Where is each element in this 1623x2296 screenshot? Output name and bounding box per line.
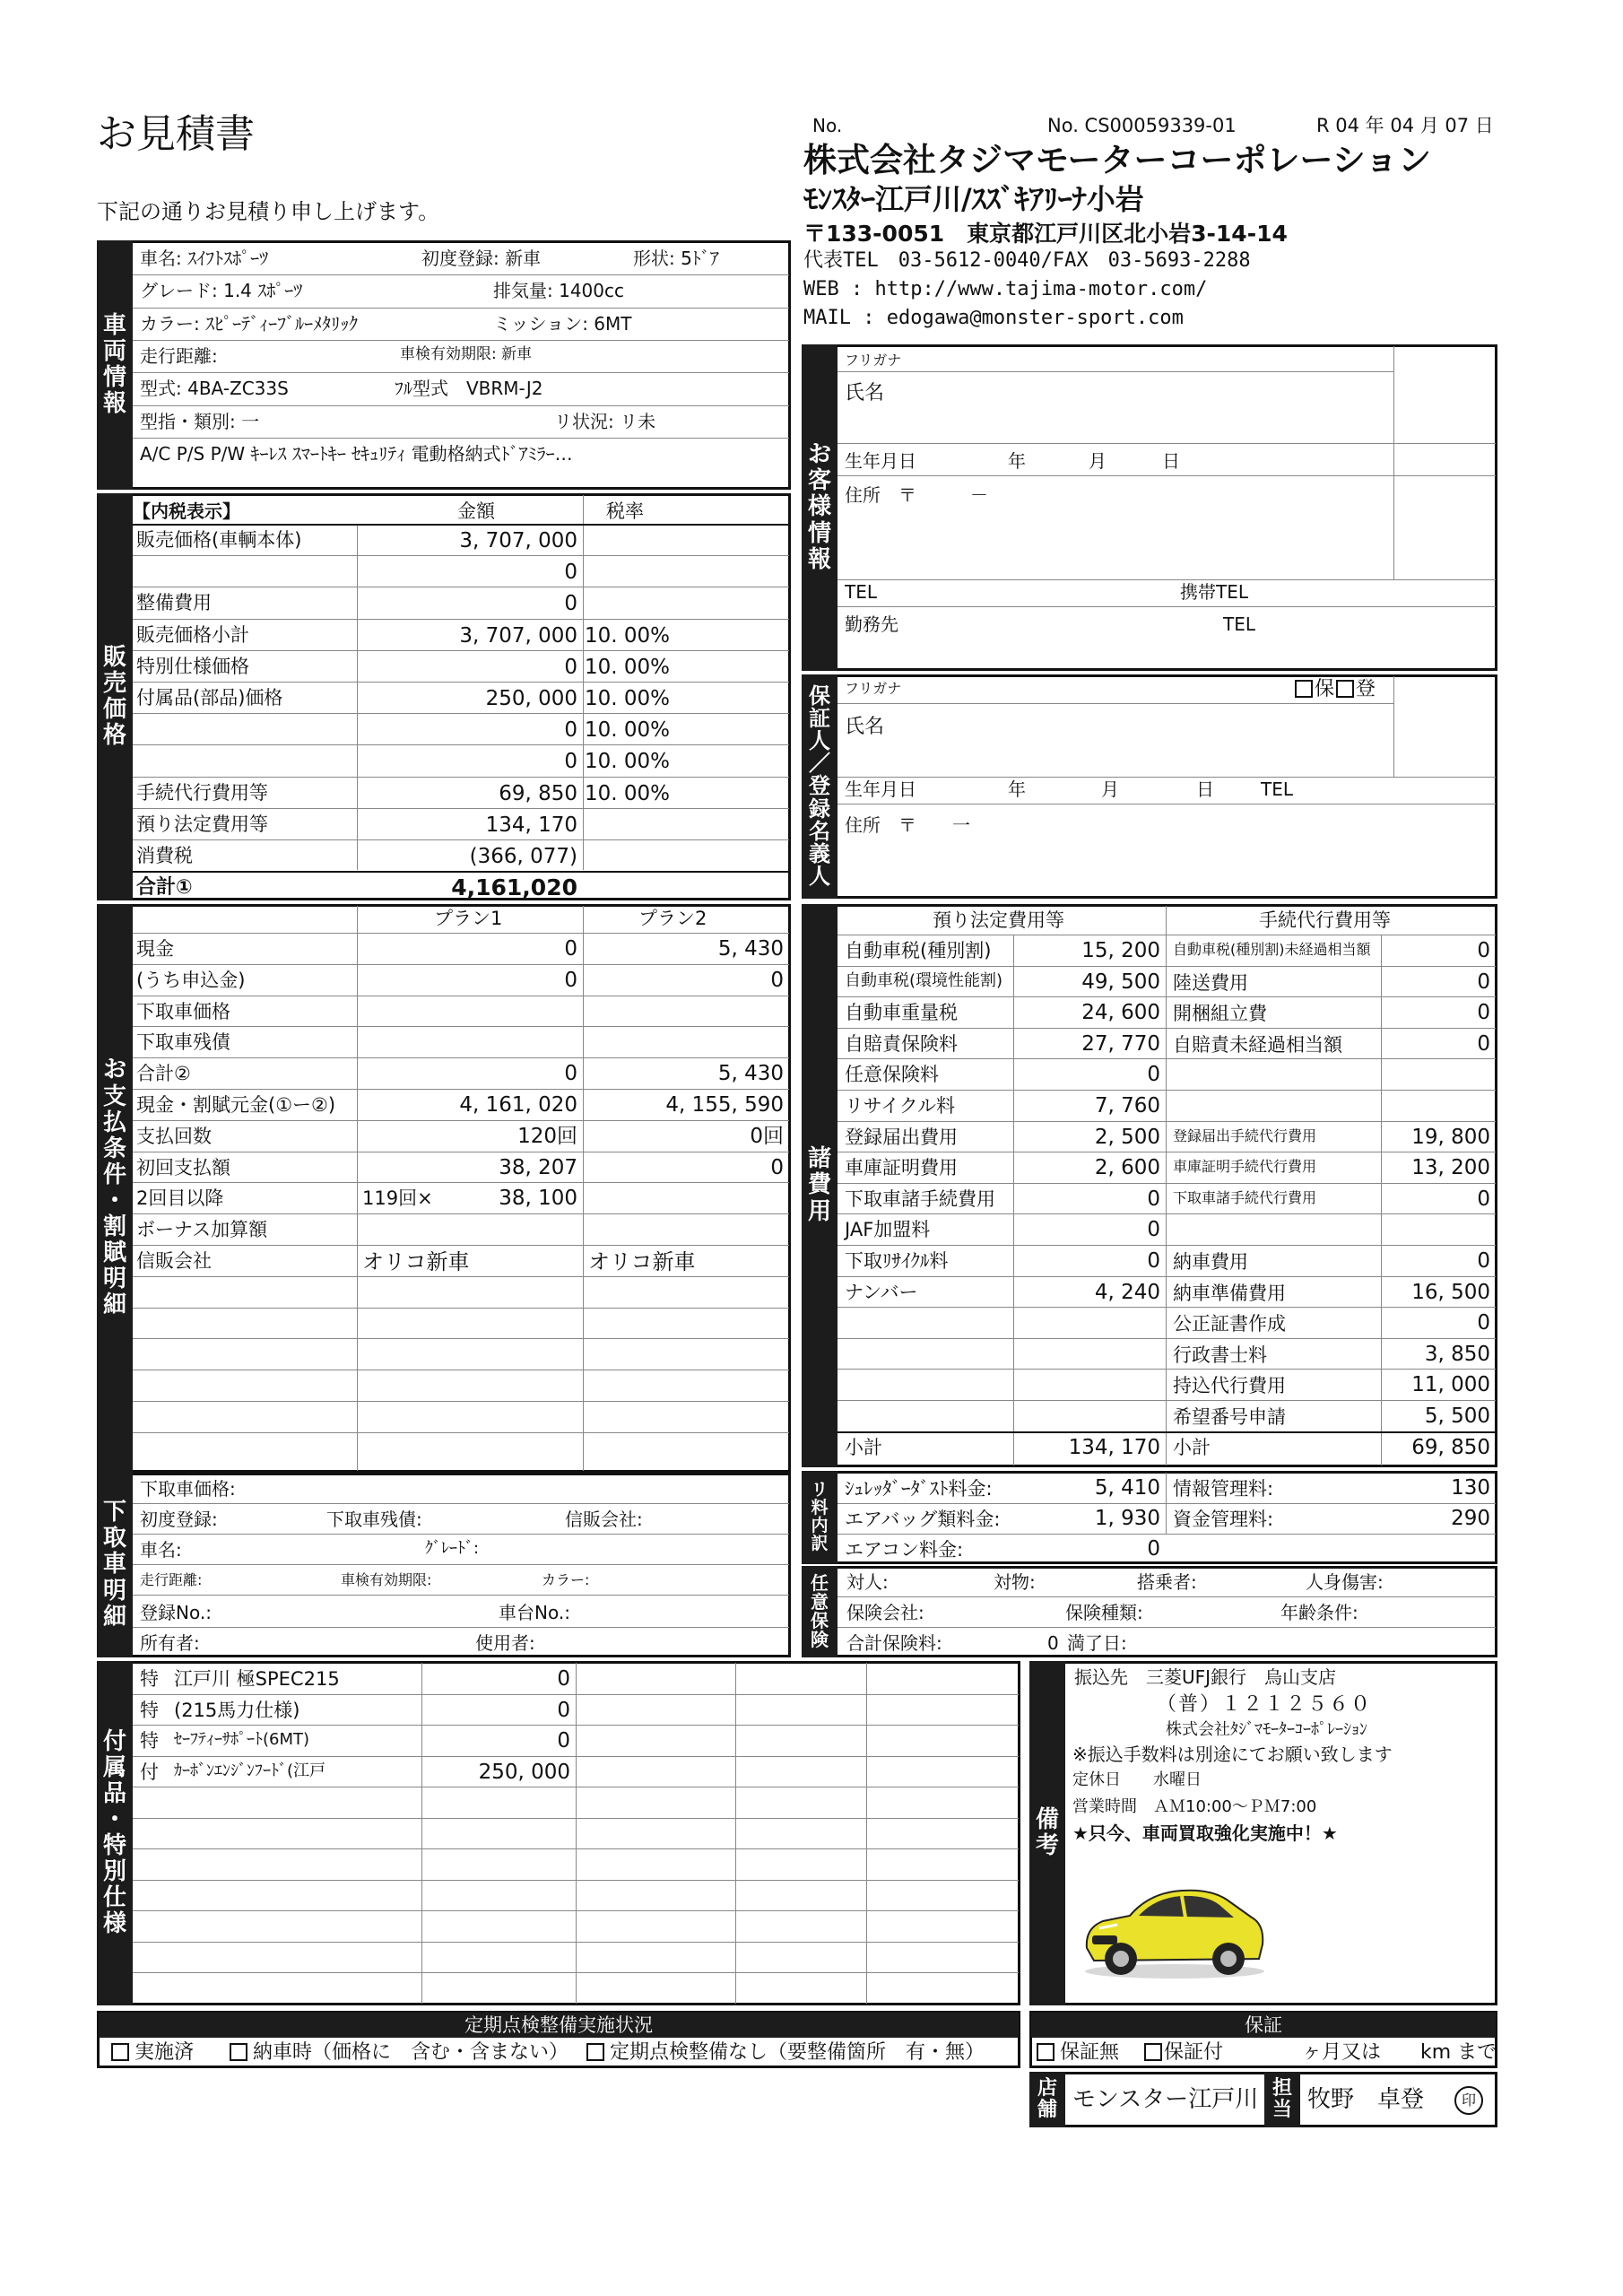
insurance-company: 保険会社: — [846, 1602, 924, 1623]
fee-left-value: 2, 600 — [1094, 1156, 1160, 1180]
guarantor-birth-label: 生年月日 — [845, 778, 916, 800]
fee-right-value: 0 — [1477, 939, 1490, 962]
payment-plan2-company: オリコ新車 — [588, 1249, 696, 1274]
guarantor-name-label: 氏名 — [845, 716, 885, 738]
fee-right-value: 19, 800 — [1411, 1125, 1490, 1149]
payment-plan2-value: 4, 155, 590 — [665, 1093, 784, 1117]
customer-address-label: 住所 〒 － — [845, 484, 988, 506]
insurance-person: 対人: — [846, 1571, 889, 1593]
payment-plan2-value: 0 — [770, 968, 784, 992]
pricing-row-amount: 0 — [564, 561, 577, 585]
remarks-account-name: 株式会社ﾀｼﾞﾏﾓｰﾀｰｺｰﾎﾟﾚｰｼｮﾝ — [1166, 1720, 1367, 1739]
accessory-price: 250, 000 — [478, 1760, 570, 1784]
accessory-type: 特 — [140, 1699, 159, 1721]
recycle-value-right: 290 — [1451, 1507, 1490, 1530]
vehicle-field: リ状況: リ未 — [554, 410, 656, 432]
pricing-row-tax: 10. 00% — [585, 687, 671, 710]
pricing-total-value: 4,161,020 — [451, 874, 577, 901]
vehicle-field: 型式: 4BA-ZC33S — [140, 378, 289, 400]
fee-right-label: 開梱組立費 — [1173, 1003, 1267, 1025]
accessory-name: 江戸川 極SPEC215 — [174, 1668, 340, 1690]
insurance-passenger: 搭乗者: — [1137, 1571, 1197, 1593]
fees-section-label: 諸 費 用 — [802, 904, 838, 1467]
tradein-chassis: 車台No.: — [499, 1602, 570, 1623]
fee-left-label: JAF加盟料 — [845, 1219, 931, 1241]
pricing-row-label: 販売価格小計 — [136, 623, 249, 646]
company-mail: MAIL : edogawa@monster-sport.com — [803, 307, 1184, 329]
fee-left-value: 4, 240 — [1094, 1280, 1160, 1304]
payment-plan2-value: 5, 430 — [717, 937, 784, 961]
fee-right-label: 陸送費用 — [1173, 971, 1248, 994]
fee-right-label: 行政書士料 — [1173, 1344, 1267, 1366]
fee-right-value: 0 — [1477, 1001, 1490, 1025]
payment-row-label: 支払回数 — [136, 1125, 212, 1147]
fee-left-value: 2, 500 — [1094, 1125, 1160, 1149]
payment-plan1-value: 4, 161, 020 — [459, 1093, 577, 1117]
fee-left-value: 24, 600 — [1081, 1001, 1160, 1025]
pricing-row-label: 特別仕様価格 — [136, 655, 249, 677]
inspection-opt2[interactable]: 納車時（価格に 含む・含まない） — [230, 2043, 568, 2063]
fee-right-label: 登録届出手続代行費用 — [1173, 1126, 1317, 1144]
fee-right-value: 13, 200 — [1411, 1156, 1490, 1180]
insurance-type: 保険種類: — [1065, 1602, 1143, 1623]
pricing-row-amount: 0 — [564, 592, 577, 616]
fee-right-value: 3, 850 — [1424, 1342, 1490, 1366]
document-date: R 04 年 04 月 07 日 — [1316, 115, 1494, 136]
fee-right-value: 0 — [1477, 1031, 1490, 1056]
payment-plan1-value: 0 — [564, 937, 577, 961]
inspection-opt1[interactable]: 実施済 — [111, 2043, 194, 2063]
store-name: モンスター江戸川 — [1072, 2086, 1259, 2113]
payment-row-label: 下取車残債 — [136, 1031, 230, 1054]
fee-left-value: 0 — [1147, 1063, 1160, 1087]
pricing-row-amount: 69, 850 — [499, 781, 577, 805]
company-web: WEB : http://www.tajima-motor.com/ — [803, 278, 1208, 300]
customer-section-label: お 客 様 情 報 — [802, 344, 838, 671]
fee-right-value: 0 — [1477, 1311, 1490, 1335]
fee-left-value: 49, 500 — [1081, 970, 1160, 994]
customer-birth-label: 生年月日 — [845, 450, 916, 472]
pricing-row-label: 付属品(部品)価格 — [136, 687, 283, 709]
vehicle-field: 型指・類別: 一 — [140, 410, 260, 432]
tradein-inspection: 車検有効期限: — [341, 1571, 432, 1588]
pricing-total-label: 合計① — [136, 876, 193, 900]
fee-left-value: 0 — [1147, 1249, 1160, 1273]
fee-left-label: 任意保険料 — [845, 1064, 939, 1086]
payment-plan2-value: 0 — [770, 1155, 784, 1179]
fees-subtotal-left: 134, 170 — [1068, 1435, 1160, 1459]
guarantor-checkboxes[interactable]: 保 登 — [1295, 680, 1376, 700]
tradein-car-name: 車名: — [140, 1539, 182, 1561]
vehicle-section-label: 車 両 情 報 — [97, 240, 133, 490]
payment-plan1-value: 120回 — [517, 1124, 577, 1148]
customer-furigana: フリガナ — [845, 352, 902, 369]
recycle-label: エアコン料金: — [845, 1539, 964, 1561]
branch-name: ﾓﾝｽﾀｰ江戸川/ｽｽﾞｷｱﾘｰﾅ小岩 — [803, 182, 1144, 216]
fees-subtotal-left-label: 小計 — [845, 1436, 882, 1458]
payment-plan2-value: 5, 430 — [717, 1062, 784, 1086]
pricing-row-amount: 0 — [564, 750, 577, 774]
tradein-grade: ｸﾞﾚｰﾄﾞ: — [425, 1539, 480, 1558]
vehicle-field: 走行距離: — [140, 344, 218, 367]
fees-subtotal-right: 69, 850 — [1411, 1435, 1490, 1459]
pricing-row-label: 預り法定費用等 — [136, 813, 268, 835]
fee-left-value: 7, 760 — [1094, 1094, 1160, 1118]
vehicle-field: ミッション: 6MT — [493, 312, 632, 335]
recycle-label-right: 資金管理料: — [1173, 1509, 1274, 1530]
fee-left-label: 下取ﾘｻｲｸﾙ料 — [845, 1250, 949, 1272]
company-tel: 代表TEL 03-5612-0040/FAX 03-5693-2288 — [803, 249, 1251, 272]
insurance-section-label: 任 意 保 険 — [802, 1566, 838, 1657]
pricing-row-tax: 10. 00% — [585, 655, 671, 679]
warranty-none[interactable]: 保証無 — [1037, 2043, 1119, 2063]
fee-left-label: 自動車重量税 — [845, 1002, 958, 1024]
tradein-mileage: 走行距離: — [140, 1571, 203, 1588]
remarks-account: （普）１２１２５６０ — [1157, 1693, 1373, 1716]
fee-right-label: 下取車諸手続代行費用 — [1173, 1188, 1317, 1206]
tradein-credit: 信販会社: — [565, 1509, 643, 1530]
payment-row-label: 信販会社 — [136, 1250, 212, 1272]
payment-row-label: 現金 — [136, 938, 174, 960]
payment-header-plan1: プラン1 — [434, 908, 503, 929]
tradein-first-reg: 初度登録: — [140, 1509, 218, 1530]
payment-row-label: 下取車価格 — [136, 1000, 230, 1022]
customer-day: 日 — [1162, 450, 1180, 472]
warranty-km: km まで — [1420, 2041, 1497, 2064]
customer-work-tel-label: TEL — [1223, 613, 1255, 635]
remarks-bank: 振込先 三菱UFJ銀行 烏山支店 — [1074, 1666, 1337, 1688]
intro-text: 下記の通りお見積り申し上げます。 — [97, 199, 440, 224]
customer-month: 月 — [1089, 450, 1107, 472]
guarantor-furigana: フリガナ — [845, 680, 902, 697]
vehicle-field: 初度登録: 新車 — [421, 248, 542, 269]
pricing-row-amount: (366, 077) — [469, 845, 577, 868]
payment-section-label: お 支 払 条 件 ・ 割 賦 明 細 — [97, 904, 133, 1473]
vehicle-field: ﾌﾙ型式 VBRM-J2 — [395, 378, 543, 400]
fee-right-label: 納車準備費用 — [1173, 1282, 1286, 1304]
recycle-label-right: 情報管理料: — [1173, 1478, 1274, 1500]
pricing-header-label: 【内税表示】 — [133, 500, 240, 522]
fees-subtotal-right-label: 小計 — [1173, 1436, 1211, 1458]
pricing-row-label: 整備費用 — [136, 592, 212, 614]
pricing-row-tax: 10. 00% — [585, 750, 671, 774]
fee-right-label: 希望番号申請 — [1173, 1406, 1286, 1428]
tradein-price-label: 下取車価格: — [140, 1478, 236, 1500]
fee-right-label: 車庫証明手続代行費用 — [1173, 1158, 1317, 1176]
pricing-row-tax: 10. 00% — [585, 781, 671, 805]
pricing-row-amount: 0 — [564, 655, 577, 679]
accessory-type: 特 — [140, 1668, 159, 1690]
fee-left-label: 登録届出費用 — [845, 1126, 958, 1148]
recycle-label: エアバッグ類料金: — [845, 1509, 1001, 1530]
remarks-hours: 営業時間 ＡＭ10:00～ＰＭ7:00 — [1072, 1797, 1317, 1816]
pricing-row-label: 手続代行費用等 — [136, 781, 268, 804]
pricing-row-amount: 250, 000 — [485, 687, 577, 710]
pricing-header-tax: 税率 — [606, 500, 644, 522]
fee-left-label: ナンバー — [845, 1281, 918, 1303]
payment-plan1-value: 0 — [564, 1062, 577, 1086]
accessory-type: 付 — [140, 1761, 159, 1783]
fee-right-value: 5, 500 — [1424, 1405, 1490, 1428]
customer-tel-label: TEL — [845, 581, 877, 603]
company-address: 〒133-0051 東京都江戸川区北小岩3-14-14 — [803, 221, 1288, 247]
document-number: No. CS00059339-01 — [1047, 115, 1237, 136]
remarks-campaign: ★只今、車両買取強化実施中！★ — [1072, 1822, 1338, 1844]
payment-plan1-value: 38, 100 — [499, 1187, 577, 1211]
fee-left-label: 下取車諸手続費用 — [845, 1187, 995, 1210]
fee-right-value: 0 — [1477, 1249, 1490, 1273]
accessory-name: ｾｰﾌﾃｨｰｻﾎﾟｰﾄ(6MT) — [174, 1730, 310, 1749]
insurance-total-label: 合計保険料: — [846, 1632, 942, 1654]
vehicle-field: 車検有効期限: 新車 — [400, 344, 533, 363]
insurance-object: 対物: — [994, 1571, 1036, 1593]
payment-row-label: 2回目以降 — [136, 1187, 224, 1210]
guarantor-year: 年 — [1008, 778, 1026, 800]
car-image — [1076, 1866, 1273, 1982]
payment-plan1-value: 38, 207 — [499, 1155, 577, 1179]
vehicle-field: A/C P/S P/W ｷｰﾚｽ ｽﾏｰﾄｷｰ ｾｷｭﾘﾃｨ 電動格納式ﾄﾞｱﾐﾗｰ… — [140, 442, 573, 465]
remarks-section-label: 備 考 — [1029, 1661, 1065, 2005]
payment-plan1-company: オリコ新車 — [362, 1249, 470, 1274]
pricing-header-amount: 金額 — [457, 500, 495, 522]
tradein-owner: 所有者: — [140, 1632, 200, 1654]
pricing-row-amount: 134, 170 — [485, 813, 577, 837]
guarantor-section-label: 保 証 人 ／ 登 録 名 義 人 — [802, 674, 838, 899]
insurance-injury: 人身傷害: — [1306, 1571, 1384, 1593]
tradein-debt: 下取車残債: — [326, 1509, 422, 1530]
staff-label: 担 当 — [1264, 2072, 1300, 2127]
payment-row-label: 初回支払額 — [136, 1156, 230, 1178]
vehicle-field: 形状: 5ﾄﾞｱ — [633, 248, 719, 269]
accessory-price: 0 — [557, 1729, 570, 1752]
warranty-title: 保証 — [1031, 2013, 1496, 2038]
payment-row-label: 合計② — [136, 1063, 191, 1085]
customer-mobile-label: 携帯TEL — [1180, 581, 1248, 603]
fee-left-label: 自動車税(環境性能割) — [845, 970, 1003, 990]
staff-name: 牧野 卓登 — [1307, 2086, 1425, 2113]
fee-right-label: 持込代行費用 — [1173, 1375, 1286, 1397]
guarantor-day: 日 — [1196, 778, 1214, 800]
insurance-expiry: 満了日: — [1067, 1632, 1127, 1654]
store-label: 店 舗 — [1029, 2072, 1065, 2127]
pricing-row-tax: 10. 00% — [585, 718, 671, 743]
vehicle-field: カラー: ｽﾋﾟｰﾃﾞｨｰﾌﾞﾙｰﾒﾀﾘｯｸ — [140, 312, 359, 335]
vehicle-field: 排気量: 1400cc — [493, 280, 624, 302]
remarks-fee-note: ※振込手数料は別途にてお願い致します — [1072, 1744, 1393, 1765]
recycle-value-right: 130 — [1451, 1476, 1490, 1500]
fee-left-label: 車庫証明費用 — [845, 1157, 958, 1179]
fee-right-value: 11, 000 — [1411, 1373, 1490, 1397]
customer-year: 年 — [1008, 450, 1026, 472]
accessory-price: 0 — [557, 1698, 570, 1722]
customer-work-label: 勤務先 — [845, 613, 898, 635]
pricing-row-amount: 3, 707, 000 — [459, 623, 577, 648]
fee-left-value: 0 — [1147, 1218, 1160, 1242]
payment-row-sub: 119回× — [362, 1187, 433, 1210]
guarantor-address-label: 住所 〒 一 — [845, 814, 970, 836]
fee-right-value: 16, 500 — [1411, 1280, 1490, 1304]
fee-right-value: 0 — [1477, 970, 1490, 994]
insurance-total-value: 0 — [1047, 1632, 1059, 1654]
company-name: 株式会社タジマモーターコーポレーション — [803, 141, 1432, 179]
recycle-label: ｼｭﾚｯﾀﾞｰﾀﾞｽﾄ料金: — [845, 1478, 993, 1500]
seal-mark: 印 — [1454, 2086, 1483, 2115]
no-label: No. — [812, 115, 843, 136]
warranty-yes[interactable]: 保証付 — [1144, 2043, 1223, 2063]
vehicle-field: 車名: ｽｲﾌﾄｽﾎﾟｰﾂ — [140, 248, 269, 269]
fees-header-left: 預り法定費用等 — [933, 909, 1064, 931]
payment-row-label: 現金・割賦元金(①ー②) — [136, 1094, 336, 1116]
accessory-type: 特 — [140, 1730, 159, 1752]
tradein-section — [97, 1473, 791, 1657]
payment-plan1-value: 0 — [564, 968, 577, 992]
tradein-user: 使用者: — [475, 1632, 535, 1654]
inspection-opt3[interactable]: 定期点検整備なし（要整備箇所 有・無） — [586, 2043, 985, 2063]
guarantor-month: 月 — [1101, 778, 1119, 800]
payment-plan2-value: 0回 — [750, 1124, 784, 1148]
fee-left-value: 0 — [1147, 1187, 1160, 1211]
warranty-months: ヶ月又は — [1302, 2041, 1382, 2064]
recycle-value: 1, 930 — [1094, 1507, 1160, 1530]
inspection-title: 定期点検整備実施状況 — [99, 2013, 1019, 2038]
recycle-value: 0 — [1147, 1537, 1160, 1561]
pricing-row-amount: 0 — [564, 718, 577, 743]
accessory-name: (215馬力仕様) — [174, 1699, 300, 1721]
tradein-reg-no: 登録No.: — [140, 1602, 212, 1623]
fee-right-label: 自動車税(種別割)未経過相当額 — [1173, 941, 1371, 958]
tradein-color: カラー: — [542, 1571, 590, 1588]
pricing-row-tax: 10. 00% — [585, 623, 671, 648]
fee-right-label: 公正証書作成 — [1173, 1313, 1286, 1335]
payment-row-label: ボーナス加算額 — [136, 1219, 268, 1241]
pricing-row-label: 販売価格(車輌本体) — [136, 529, 302, 551]
fee-right-label: 自賠責未経過相当額 — [1173, 1033, 1342, 1056]
pricing-row-amount: 3, 707, 000 — [459, 529, 577, 552]
accessory-price: 0 — [557, 1667, 570, 1691]
fee-right-label: 納車費用 — [1173, 1251, 1248, 1273]
fee-left-label: 自賠責保険料 — [845, 1032, 958, 1055]
accessories-section-label: 付 属 品 ・ 特 別 仕 様 — [97, 1661, 133, 2005]
insurance-age: 年齢条件: — [1280, 1602, 1358, 1623]
pricing-row-label: 消費税 — [136, 845, 193, 866]
payment-header-plan2: プラン2 — [638, 908, 707, 929]
fee-left-value: 15, 200 — [1081, 939, 1160, 962]
accessory-name: ｶｰﾎﾞﾝｴﾝｼﾞﾝﾌｰﾄﾞ(江戸 — [174, 1761, 326, 1780]
fee-right-value: 0 — [1477, 1187, 1490, 1211]
document-title: お見積書 — [97, 111, 255, 157]
fee-left-label: リサイクル料 — [845, 1095, 956, 1117]
fee-left-value: 27, 770 — [1081, 1031, 1160, 1056]
customer-name-label: 氏名 — [845, 382, 885, 404]
recycle-section-label: リ 料 内 訳 — [802, 1471, 838, 1564]
vehicle-field: グレード: 1.4 ｽﾎﾟｰﾂ — [140, 280, 303, 302]
recycle-value: 5, 410 — [1094, 1476, 1160, 1500]
tradein-section-label: 下 取 車 明 細 — [97, 1473, 133, 1657]
fees-header-right: 手続代行費用等 — [1259, 909, 1391, 931]
remarks-holiday: 定休日 水曜日 — [1072, 1770, 1202, 1789]
pricing-section-label: 販 売 価 格 — [97, 493, 133, 900]
payment-row-label: (うち申込金) — [136, 969, 246, 991]
fee-left-label: 自動車税(種別割) — [845, 940, 992, 961]
guarantor-tel-label: TEL — [1261, 778, 1293, 800]
